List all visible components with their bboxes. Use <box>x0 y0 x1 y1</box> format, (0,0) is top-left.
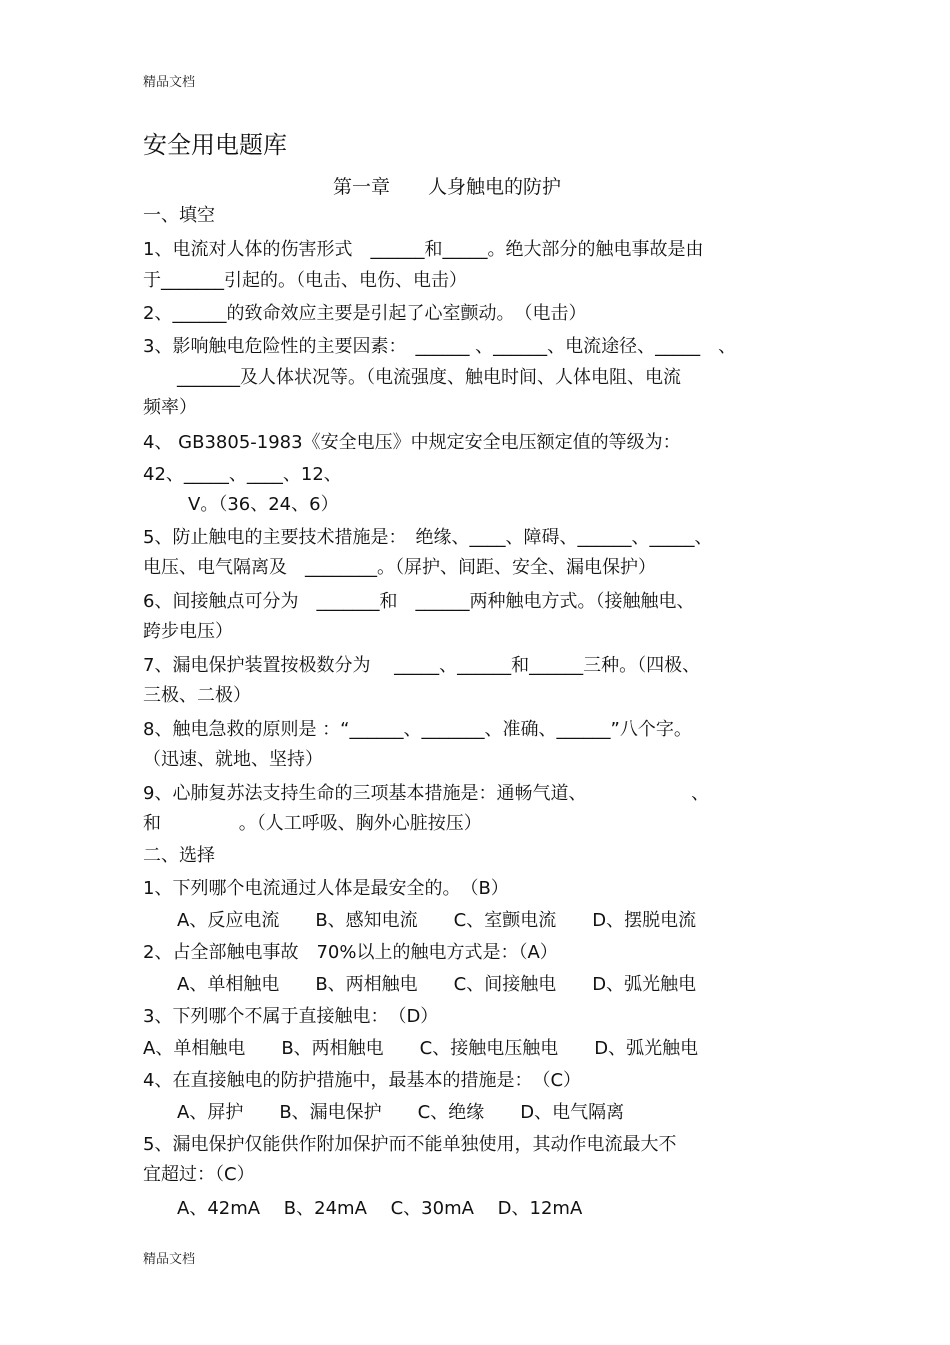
chapter-title: 第一章 人身触电的防护 <box>333 176 562 198</box>
question-line: 3、下列哪个不属于直接触电： （D） <box>143 1006 439 1027</box>
answer-options: A、42mA B、24mA C、30mA D、12mA <box>177 1198 583 1219</box>
question-line: 频率） <box>143 397 197 418</box>
section-fill-blank-heading: 一、填空 <box>143 205 215 226</box>
question-line: 9、心肺复苏法支持生命的三项基本措施是：通畅气道、 、 <box>143 783 710 804</box>
question-line: （迅速、就地、坚持） <box>143 749 323 770</box>
question-line: 宜超过：（C） <box>143 1164 255 1185</box>
page-footer: 精品文档 <box>143 1252 196 1267</box>
question-line: 三极、二极） <box>143 685 251 706</box>
question-line: 1、电流对人体的伤害形式 ______和_____。绝大部分的触电事故是由 <box>143 239 704 260</box>
question-line: 42、_____、____、12、 <box>143 464 342 485</box>
question-line: V。（36、24、6） <box>188 494 339 515</box>
page-header: 精品文档 <box>143 75 196 90</box>
question-line: 4、 GB3805-1983《安全电压》中规定安全电压额定值的等级为： <box>143 432 681 453</box>
question-line: 1、下列哪个电流通过人体是最安全的。 （B） <box>143 878 509 899</box>
answer-options: A、反应电流 B、感知电流 C、室颤电流 D、摆脱电流 <box>177 910 697 931</box>
answer-options: A、单相触电 B、两相触电 C、接触电压触电 D、弧光触电 <box>143 1038 699 1059</box>
question-line: 2、______的致命效应主要是引起了心室颤动。 （电击） <box>143 303 587 324</box>
question-line: 电压、电气隔离及 ________。（屏护、间距、安全、漏电保护） <box>143 557 656 578</box>
question-line: _______及人体状况等。（电流强度、触电时间、人体电阻、电流 <box>177 367 681 388</box>
question-line: 于_______引起的。（电击、电伤、电击） <box>143 270 467 291</box>
document-title: 安全用电题库 <box>143 131 287 159</box>
question-line: 2、占全部触电事故 70%以上的触电方式是：（A） <box>143 942 558 963</box>
question-line: 7、漏电保护装置按极数分为 _____、______和______三种。（四极、 <box>143 655 701 676</box>
question-line: 3、影响触电危险性的主要因素： ______ 、______、电流途径、_____ 、 <box>143 336 737 357</box>
question-line: 5、漏电保护仅能供作附加保护而不能单独使用，其动作电流最大不 <box>143 1134 677 1155</box>
question-line: 5、防止触电的主要技术措施是： 绝缘、____、障碍、______、_____、 <box>143 527 713 548</box>
answer-options: A、屏护 B、漏电保护 C、绝缘 D、电气隔离 <box>177 1102 625 1123</box>
section-choice-heading: 二、选择 <box>143 845 215 866</box>
answer-options: A、单相触电 B、两相触电 C、间接触电 D、弧光触电 <box>177 974 697 995</box>
question-line: 和 。（人工呼吸、胸外心脏按压） <box>143 813 482 834</box>
question-line: 6、间接触点可分为 _______和 ______两种触电方式。（接触触电、 <box>143 591 695 612</box>
question-line: 跨步电压） <box>143 621 233 642</box>
question-line: 8、触电急救的原则是 ：“______、_______、准确、______”八个字。 <box>143 719 692 740</box>
question-line: 4、在直接触电的防护措施中，最基本的措施是： （C） <box>143 1070 582 1091</box>
